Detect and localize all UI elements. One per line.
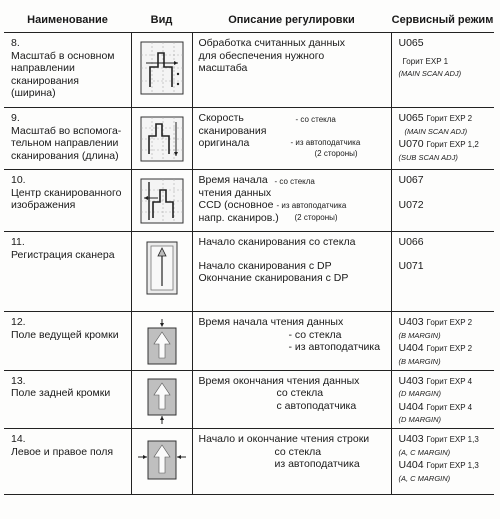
- adjustment-table: [4, 8, 494, 495]
- row-name: 14. Левое и правое поля: [4, 429, 131, 495]
- table-row: [4, 429, 494, 495]
- row-service: U403 Горит EXP 1,3 (A, C MARGIN) U404 Горит EXP 1,3 (A, C MARGIN): [391, 429, 494, 495]
- row-name: 10. Центр сканированного изображения: [4, 170, 131, 232]
- row-name: 8. Масштаб в основном направлении сканирования (ширина): [4, 33, 131, 108]
- table-row: [4, 108, 494, 170]
- side-margins-icon: [137, 435, 187, 483]
- row-description: Начало и окончание чтения строки со стекла из автоподатчика: [192, 429, 391, 495]
- row-description: Время начала чтения данных CCD (основное напр. сканиров.) - со стекла - из автоподатчика (2 стороны): [192, 170, 391, 232]
- header-view: Вид: [150, 14, 173, 26]
- image-center-icon: [138, 176, 186, 226]
- scale-length-icon: [138, 114, 186, 164]
- row-view: [131, 232, 192, 312]
- header-row: [4, 8, 494, 33]
- header-name: Наименование: [27, 14, 108, 26]
- row-service: U065 Горит EXP 2 (MAIN SCAN ADJ) U070 Горит EXP 1,2 (SUB SCAN ADJ): [391, 108, 494, 170]
- row-description: Начало сканирования со стекла Начало сканирования с DP Окончание сканирования с DP: [192, 232, 391, 312]
- row-name: 13. Поле задней кромки: [4, 370, 131, 429]
- row-name: 12. Поле ведущей кромки: [4, 312, 131, 371]
- lead-edge-icon: [142, 318, 182, 366]
- row-view: [131, 312, 192, 371]
- row-name: 11. Регистрация сканера: [4, 232, 131, 312]
- table-row: [4, 312, 494, 371]
- row-description: Скорость сканирования оригинала - со стекла - из автоподатчика (2 стороны): [192, 108, 391, 170]
- scale-width-icon: [138, 39, 186, 97]
- row-description: Время начала чтения данных - со стекла - из автоподатчика: [192, 312, 391, 371]
- table-row: [4, 232, 494, 312]
- header-description: Описание регулировки: [228, 14, 355, 26]
- row-description: Время окончания чтения данных со стекла с автоподатчика: [192, 370, 391, 429]
- header-service: Сервисный режим: [391, 14, 494, 26]
- row-view: [131, 170, 192, 232]
- trail-edge-icon: [142, 377, 182, 425]
- scanner-registration-icon: [142, 238, 182, 298]
- row-service: U066 U071: [391, 232, 494, 312]
- table-row: [4, 370, 494, 429]
- row-view: [131, 370, 192, 429]
- row-view: [131, 33, 192, 108]
- row-service: U403 Горит EXP 4 (D MARGIN) U404 Горит EXP 4 (D MARGIN): [391, 370, 494, 429]
- row-view: [131, 108, 192, 170]
- table-row: [4, 33, 494, 108]
- row-service: U067 U072: [391, 170, 494, 232]
- row-description: Обработка считанных данных для обеспечения нужного масштаба: [192, 33, 391, 108]
- row-name: 9. Масштаб во вспомога- тельном направлении сканирования (длина): [4, 108, 131, 170]
- row-service: U065 Горит EXP 1 (MAIN SCAN ADJ): [391, 33, 494, 108]
- row-service: U403 Горит EXP 2 (B MARGIN) U404 Горит EXP 2 (B MARGIN): [391, 312, 494, 371]
- row-view: [131, 429, 192, 495]
- table-row: [4, 170, 494, 232]
